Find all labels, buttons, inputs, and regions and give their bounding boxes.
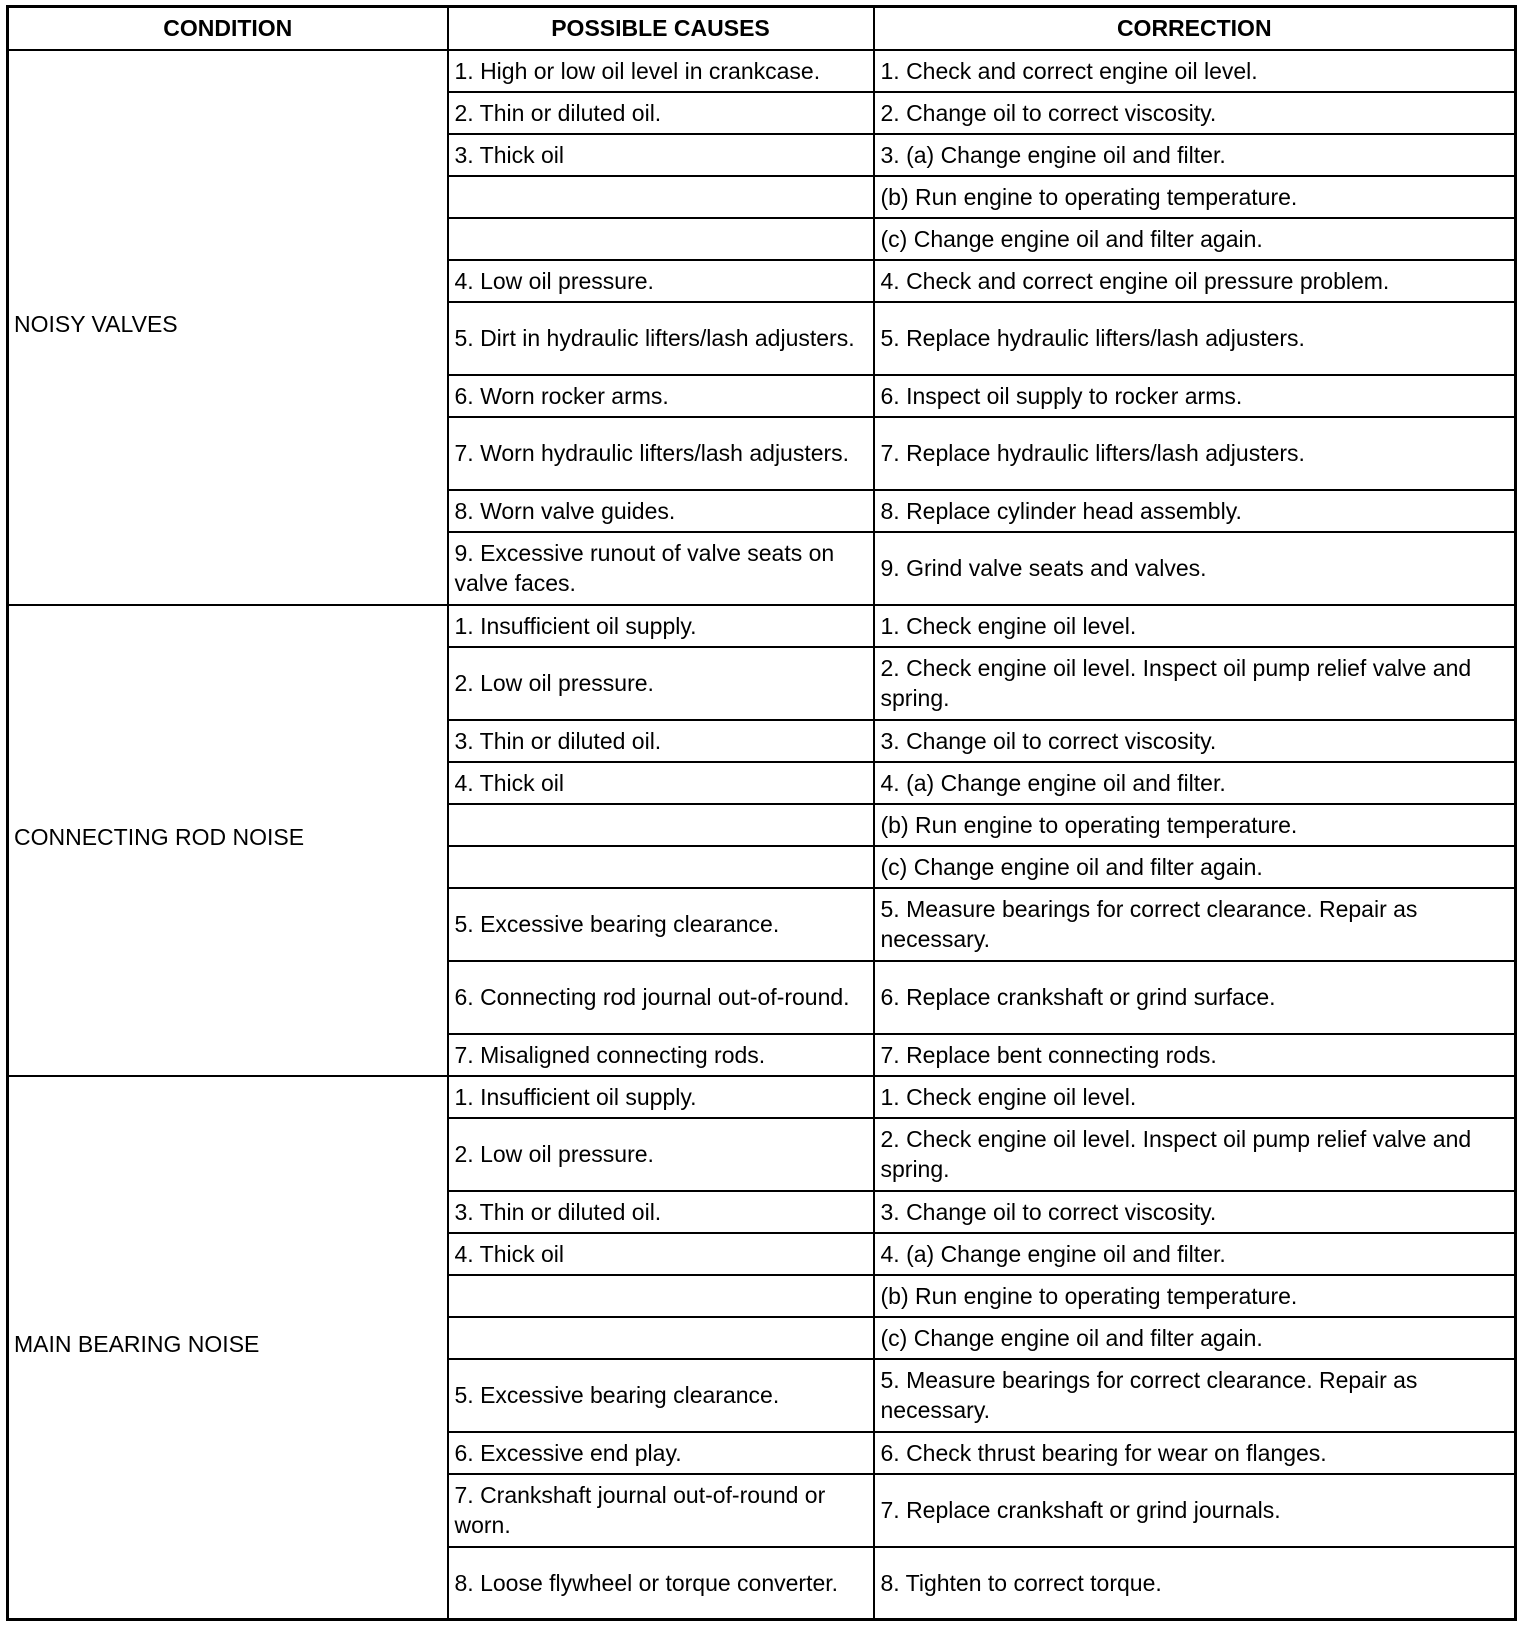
correction-cell: 5. Measure bearings for correct clearance. Repair as necessary. [874,1359,1516,1432]
header-possible-causes: POSSIBLE CAUSES [448,7,874,50]
correction-cell: 6. Check thrust bearing for wear on flanges. [874,1432,1516,1474]
correction-cell: 5. Replace hydraulic lifters/lash adjusters. [874,302,1516,375]
table-row [8,605,1516,647]
possible-cause-cell: 7. Crankshaft journal out-of-round or worn. [448,1474,874,1547]
correction-cell: 1. Check engine oil level. [874,605,1516,647]
correction-cell: (c) Change engine oil and filter again. [874,1317,1516,1359]
possible-cause-cell: 7. Worn hydraulic lifters/lash adjusters. [448,417,874,490]
correction-cell: 8. Tighten to correct torque. [874,1547,1516,1620]
correction-cell: 4. Check and correct engine oil pressure problem. [874,260,1516,302]
correction-cell: 6. Replace crankshaft or grind surface. [874,961,1516,1034]
correction-cell: 7. Replace bent connecting rods. [874,1034,1516,1076]
possible-cause-cell [448,1317,874,1359]
condition-cell: NOISY VALVES [8,50,448,605]
table-header [8,7,1516,50]
possible-cause-cell: 8. Loose flywheel or torque converter. [448,1547,874,1620]
possible-cause-cell [448,218,874,260]
table-row [8,50,1516,92]
correction-cell: 6. Inspect oil supply to rocker arms. [874,375,1516,417]
correction-cell: 5. Measure bearings for correct clearance. Repair as necessary. [874,888,1516,961]
possible-cause-cell: 5. Dirt in hydraulic lifters/lash adjusters. [448,302,874,375]
correction-cell: 4. (a) Change engine oil and filter. [874,1233,1516,1275]
possible-cause-cell: 6. Worn rocker arms. [448,375,874,417]
possible-cause-cell: 6. Connecting rod journal out-of-round. [448,961,874,1034]
table-row [8,1076,1516,1118]
table-body [8,50,1516,1620]
correction-cell: 3. (a) Change engine oil and filter. [874,134,1516,176]
possible-cause-cell [448,176,874,218]
condition-cell: CONNECTING ROD NOISE [8,605,448,1076]
correction-cell: (b) Run engine to operating temperature. [874,804,1516,846]
possible-cause-cell [448,846,874,888]
correction-cell: 7. Replace crankshaft or grind journals. [874,1474,1516,1547]
correction-cell: 3. Change oil to correct viscosity. [874,1191,1516,1233]
possible-cause-cell: 3. Thin or diluted oil. [448,1191,874,1233]
possible-cause-cell: 7. Misaligned connecting rods. [448,1034,874,1076]
correction-cell: 8. Replace cylinder head assembly. [874,490,1516,532]
correction-cell: 4. (a) Change engine oil and filter. [874,762,1516,804]
possible-cause-cell [448,1275,874,1317]
correction-cell: 1. Check engine oil level. [874,1076,1516,1118]
header-correction: CORRECTION [874,7,1516,50]
correction-cell: (c) Change engine oil and filter again. [874,846,1516,888]
correction-cell: (c) Change engine oil and filter again. [874,218,1516,260]
diagnosis-table [6,5,1517,1621]
possible-cause-cell: 3. Thick oil [448,134,874,176]
possible-cause-cell: 1. High or low oil level in crankcase. [448,50,874,92]
possible-cause-cell: 5. Excessive bearing clearance. [448,888,874,961]
possible-cause-cell: 9. Excessive runout of valve seats on valve faces. [448,532,874,605]
header-condition: CONDITION [8,7,448,50]
possible-cause-cell [448,804,874,846]
possible-cause-cell: 1. Insufficient oil supply. [448,605,874,647]
correction-cell: 2. Check engine oil level. Inspect oil pump relief valve and spring. [874,647,1516,720]
possible-cause-cell: 2. Low oil pressure. [448,1118,874,1191]
possible-cause-cell: 6. Excessive end play. [448,1432,874,1474]
correction-cell: (b) Run engine to operating temperature. [874,1275,1516,1317]
possible-cause-cell: 3. Thin or diluted oil. [448,720,874,762]
possible-cause-cell: 4. Thick oil [448,1233,874,1275]
correction-cell: 7. Replace hydraulic lifters/lash adjusters. [874,417,1516,490]
correction-cell: (b) Run engine to operating temperature. [874,176,1516,218]
possible-cause-cell: 5. Excessive bearing clearance. [448,1359,874,1432]
correction-cell: 2. Change oil to correct viscosity. [874,92,1516,134]
condition-cell: MAIN BEARING NOISE [8,1076,448,1620]
correction-cell: 1. Check and correct engine oil level. [874,50,1516,92]
possible-cause-cell: 8. Worn valve guides. [448,490,874,532]
possible-cause-cell: 2. Thin or diluted oil. [448,92,874,134]
correction-cell: 9. Grind valve seats and valves. [874,532,1516,605]
correction-cell: 2. Check engine oil level. Inspect oil pump relief valve and spring. [874,1118,1516,1191]
correction-cell: 3. Change oil to correct viscosity. [874,720,1516,762]
possible-cause-cell: 2. Low oil pressure. [448,647,874,720]
possible-cause-cell: 4. Thick oil [448,762,874,804]
header-row [8,7,1516,50]
possible-cause-cell: 1. Insufficient oil supply. [448,1076,874,1118]
possible-cause-cell: 4. Low oil pressure. [448,260,874,302]
